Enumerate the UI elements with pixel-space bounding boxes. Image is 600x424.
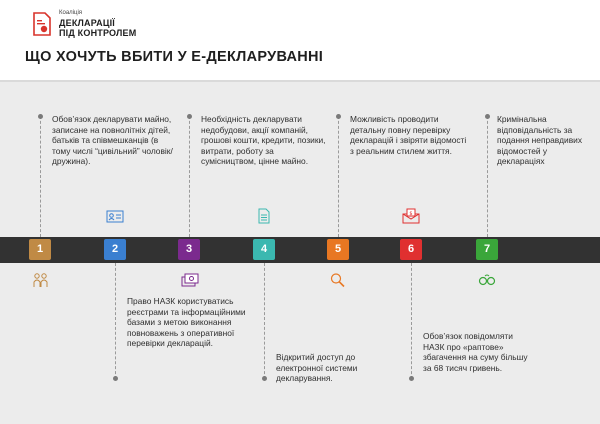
money-icon xyxy=(181,272,199,288)
bullet-dot-4 xyxy=(262,376,267,381)
header-divider xyxy=(0,80,600,82)
badge-4: 4 xyxy=(253,239,275,260)
connector-3 xyxy=(189,116,190,237)
document-stamp-icon xyxy=(32,12,52,36)
connector-6 xyxy=(411,263,412,379)
item-text-3: Необхідність декларувати недобудови, акції компаній, грошові кошти, кредити, позики, витрати, роботу за сумісництвом, цінне майно. xyxy=(201,114,326,167)
item-text-1: Обов’язок декларувати майно, записане на повнолітніх дітей, батьків та співмешканців (в тому числі “цивільний” чоловік/дружина). xyxy=(52,114,173,167)
document-icon xyxy=(255,208,273,224)
svg-text:$: $ xyxy=(409,211,413,217)
logo xyxy=(32,10,202,40)
badge-7: 7 xyxy=(476,239,498,260)
logo-title-line2: ПІД КОНТРОЛЕМ xyxy=(59,28,137,38)
connector-5 xyxy=(338,116,339,237)
connector-4 xyxy=(264,263,265,379)
badge-1: 1 xyxy=(29,239,51,260)
item-text-2: Право НАЗК користуватись реєстрами та інформаційними базами з метою виконання повноважень з оперативної перевірки декларацій. xyxy=(127,296,246,349)
bullet-dot-6 xyxy=(409,376,414,381)
bullet-dot-5 xyxy=(336,114,341,119)
bullet-dot-3 xyxy=(187,114,192,119)
header xyxy=(0,0,600,82)
id-card-icon xyxy=(106,208,124,224)
bullet-dot-2 xyxy=(113,376,118,381)
logo-title-line1: ДЕКЛАРАЦІЇ xyxy=(59,18,115,28)
bullet-dot-1 xyxy=(38,114,43,119)
bullet-dot-7 xyxy=(485,114,490,119)
timeline-strip xyxy=(0,237,600,263)
item-text-6: Обов’язок повідомляти НАЗК про «раптове» збагачення на суму більшу за 68 тисяч гривень. xyxy=(423,331,528,373)
item-text-5: Можливість проводити детальну повну перевірку декларацій і звіряти відомості з реальним стилем життя. xyxy=(350,114,467,156)
logo-caption: Коаліція xyxy=(59,10,83,16)
connector-1 xyxy=(40,116,41,237)
connector-7 xyxy=(487,116,488,237)
badge-5: 5 xyxy=(327,239,349,260)
badge-2: 2 xyxy=(104,239,126,260)
page-title: ЩО ХОЧУТЬ ВБИТИ У Е-ДЕКЛАРУВАННІ xyxy=(25,49,324,65)
item-text-7: Кримінальна відповідальність за подання неправдивих відомостей у деклараціях xyxy=(497,114,583,167)
envelope-icon xyxy=(402,208,420,224)
family-icon xyxy=(32,272,50,288)
handcuffs-icon xyxy=(478,272,496,288)
magnifier-icon xyxy=(329,272,347,288)
badge-6: 6 xyxy=(400,239,422,260)
badge-3: 3 xyxy=(178,239,200,260)
item-text-4: Відкритий доступ до електронної системи декларування. xyxy=(276,352,358,384)
connector-2 xyxy=(115,263,116,379)
